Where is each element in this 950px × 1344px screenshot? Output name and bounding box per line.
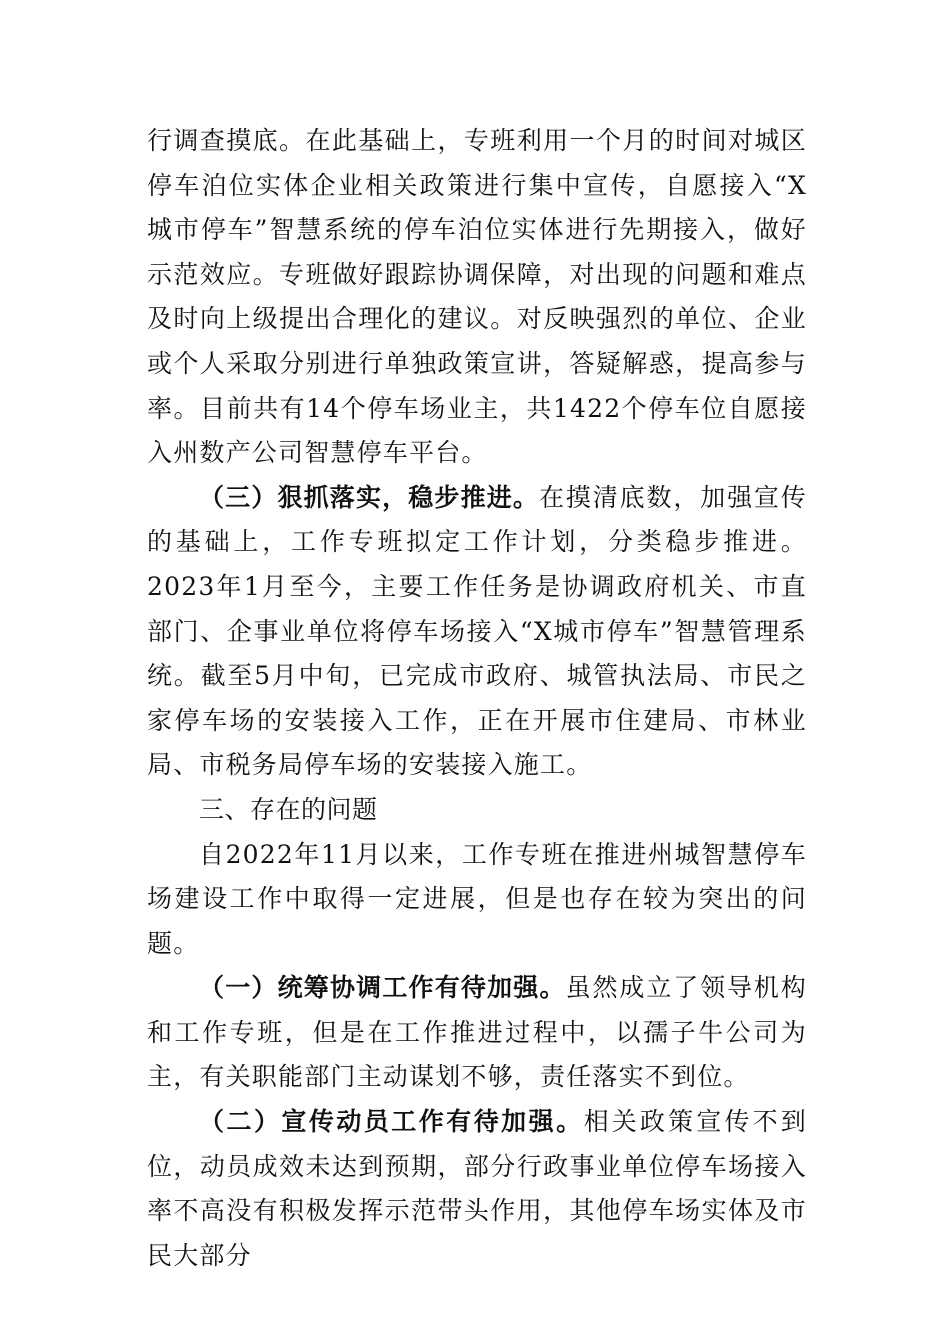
paragraph-6-text: 相关政策宣传不到位，动员成效未达到预期，部分行政事业单位停车场接入率不高没有积极发挥示范带头作用，其他停车场实体及市民大部分 bbox=[147, 1107, 807, 1270]
paragraph-2 bbox=[147, 476, 807, 788]
paragraph-5-heading: （一）统筹协调工作有待加强。 bbox=[199, 973, 566, 1003]
paragraph-5-text: 虽然成立了领导机构和工作专班，但是在工作推进过程中，以孺子牛公司为主，有关职能部门主动谋划不够，责任落实不到位。 bbox=[147, 973, 807, 1092]
paragraph-1 bbox=[147, 119, 807, 476]
paragraph-4 bbox=[147, 833, 807, 967]
paragraph-6-heading: （二）宣传动员工作有待加强。 bbox=[199, 1107, 584, 1137]
paragraph-2-text: 在摸清底数，加强宣传的基础上，工作专班拟定工作计划，分类稳步推进。2023年1月至今，主要工作任务是协调政府机关、市直部门、企事业单位将停车场接入“X城市停车”智慧管理系统。截至5月中旬，已完成市政府、城管执法局、市民之家停车场的安装接入工作，正在开展市住建局、市林业局、市税务局停车场的安装接入施工。 bbox=[147, 482, 807, 780]
paragraph-4-text: 自2022年11月以来，工作专班在推进州城智慧停车场建设工作中取得一定进展，但是也存在较为突出的问题。 bbox=[147, 839, 807, 958]
section-title-problems: 三、存在的问题 bbox=[199, 794, 378, 824]
paragraph-5 bbox=[147, 966, 807, 1100]
paragraph-2-heading: （三）狠抓落实，稳步推进。 bbox=[199, 482, 540, 512]
document-body bbox=[147, 119, 807, 1278]
paragraph-1-text: 行调查摸底。在此基础上，专班利用一个月的时间对城区停车泊位实体企业相关政策进行集中宣传，自愿接入“X城市停车”智慧系统的停车泊位实体进行先期接入，做好示范效应。专班做好跟踪协调保障，对出现的问题和难点及时向上级提出合理化的建议。对反映强烈的单位、企业或个人采取分别进行单独政策宣讲，答疑解惑，提高参与率。目前共有14个停车场业主，共1422个停车位自愿接入州数产公司智慧停车平台。 bbox=[147, 126, 807, 468]
paragraph-6 bbox=[147, 1100, 807, 1278]
